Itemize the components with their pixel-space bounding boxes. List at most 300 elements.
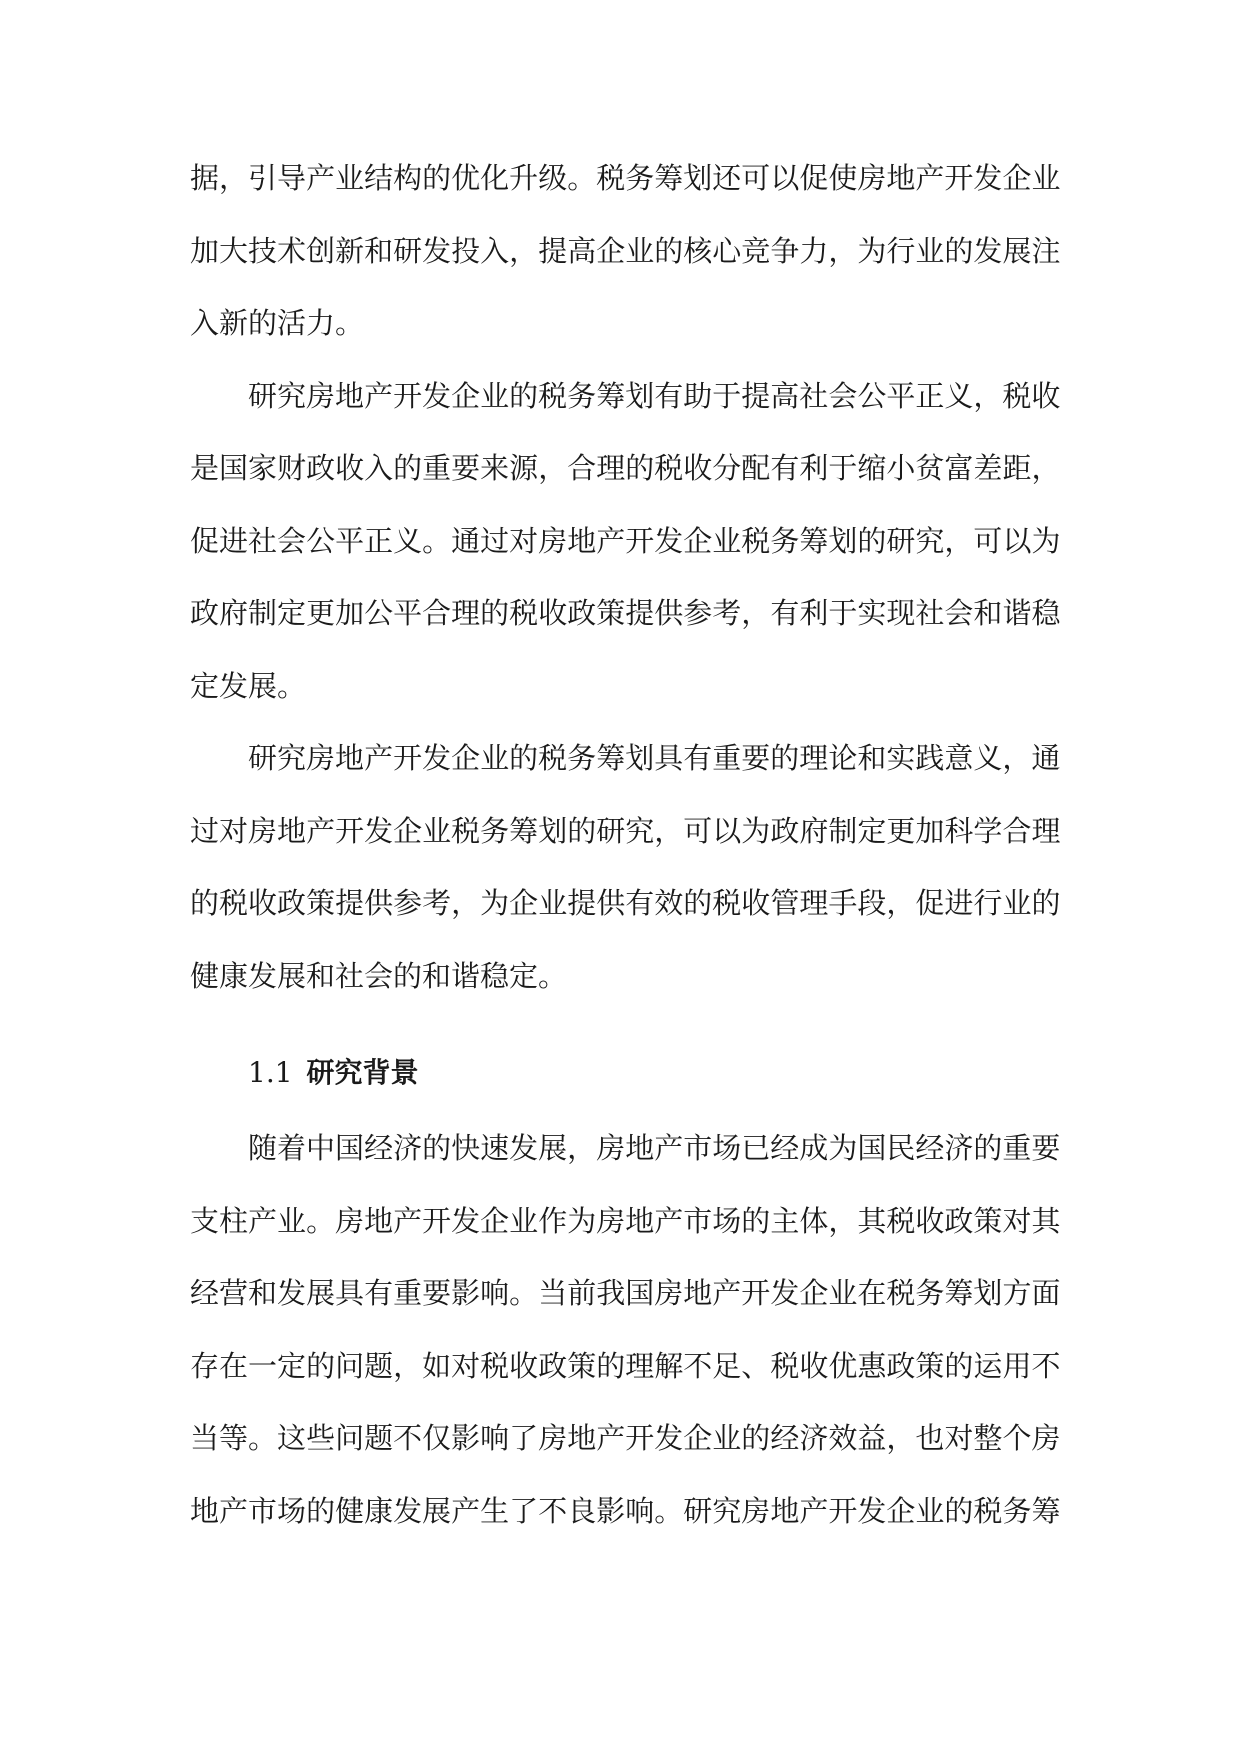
char: 业 [915, 1493, 945, 1528]
char: 务 [567, 741, 597, 775]
char: 提 [567, 886, 597, 920]
char: 在 [219, 1348, 249, 1383]
char: 的 [683, 886, 713, 920]
char: 争 [770, 233, 800, 268]
char: 划 [538, 813, 568, 848]
char: 业 [1002, 886, 1032, 920]
char: 税 [596, 161, 626, 195]
char: 开 [335, 813, 365, 848]
char: 利 [799, 451, 829, 485]
char: 税 [712, 886, 742, 920]
char: 结 [364, 161, 394, 195]
text-line [190, 215, 1061, 288]
char: 存 [190, 1348, 220, 1383]
char: 社 [799, 378, 829, 413]
text-line: 健康发展和社会的和谐稳定。 [190, 958, 568, 993]
char: 为 [828, 1131, 858, 1165]
char: 着 [277, 1131, 307, 1165]
char: 业 [538, 886, 568, 920]
char: 为 [741, 813, 771, 848]
char: 可 [741, 161, 771, 195]
char: 地 [886, 161, 916, 195]
char: 谐 [1002, 596, 1032, 630]
char: 重 [422, 451, 452, 485]
char: 府 [799, 813, 829, 848]
char: 产 [596, 523, 626, 558]
char: 方 [1002, 1276, 1032, 1310]
char: 的 [596, 1348, 626, 1383]
char: 发 [451, 1203, 481, 1238]
char: 使 [828, 161, 858, 195]
char: 过 [190, 813, 220, 848]
char: 展 [1002, 233, 1032, 268]
char: ， [219, 161, 249, 195]
char: 为 [857, 233, 887, 268]
char: 提 [741, 378, 771, 413]
char: 研 [393, 233, 423, 268]
char: 当 [190, 1421, 220, 1455]
char: 要 [451, 451, 481, 485]
char: 究 [915, 523, 945, 558]
char: 定 [277, 1348, 307, 1383]
char: 。 [306, 1203, 336, 1238]
char: 房 [741, 1493, 771, 1528]
char: 的 [509, 378, 539, 413]
text-line: 定发展。 [190, 668, 307, 703]
char: 化 [480, 161, 510, 195]
char: 筹 [799, 523, 829, 558]
char: 理 [799, 741, 829, 775]
char: 定 [277, 596, 307, 630]
char: 的 [625, 451, 655, 485]
char: 税 [770, 1348, 800, 1383]
char: 业 [480, 378, 510, 413]
char: 产 [654, 1203, 684, 1238]
char: 业 [915, 233, 945, 268]
text-line [190, 1330, 1061, 1403]
char: 会 [944, 596, 974, 630]
char: 要 [1031, 1131, 1061, 1165]
char: 企 [393, 813, 423, 848]
char: 研 [683, 1493, 713, 1528]
char: 是 [190, 451, 220, 485]
char: 的 [422, 161, 452, 195]
char: 过 [480, 523, 510, 558]
char: 对 [509, 523, 539, 558]
char: 究 [712, 1493, 742, 1528]
char: 企 [451, 378, 481, 413]
char: 入 [480, 233, 510, 268]
char: 合 [422, 596, 452, 630]
char: 响 [480, 1276, 510, 1310]
char: 市 [683, 1203, 713, 1238]
text-line [190, 1185, 1061, 1258]
char: 的 [422, 1131, 452, 1165]
char: 开 [944, 161, 974, 195]
char: 策 [306, 886, 336, 920]
char: 务 [567, 378, 597, 413]
char: 收 [683, 451, 713, 485]
char: 发 [422, 378, 452, 413]
char: 考 [712, 596, 742, 630]
char: 参 [683, 596, 713, 630]
char: 业 [712, 1421, 742, 1455]
char: 筹 [654, 161, 684, 195]
char: 优 [828, 1348, 858, 1383]
char: 税 [538, 378, 568, 413]
char: 筹 [944, 1276, 974, 1310]
char: 义 [973, 741, 1003, 775]
char: 究 [625, 813, 655, 848]
char: 影 [451, 1276, 481, 1310]
char: 的 [190, 886, 220, 920]
char: 税 [451, 813, 481, 848]
char: 的 [509, 741, 539, 775]
char: 公 [364, 596, 394, 630]
char: 产 [248, 1203, 278, 1238]
char: 开 [625, 523, 655, 558]
char: 地 [683, 1276, 713, 1310]
char: 进 [219, 523, 249, 558]
char: 家 [248, 451, 278, 485]
char: 收 [915, 1203, 945, 1238]
char: 房 [1031, 1421, 1061, 1455]
char: 税 [654, 451, 684, 485]
char: 理 [625, 1348, 655, 1383]
char: 公 [306, 523, 336, 558]
char: 康 [364, 1493, 394, 1528]
text-line [190, 795, 1061, 868]
char: 重 [712, 741, 742, 775]
char: 我 [596, 1276, 626, 1310]
char: 和 [857, 741, 887, 775]
char: 作 [538, 1203, 568, 1238]
char: ， [567, 1131, 597, 1165]
char: 税 [538, 741, 568, 775]
char: 税 [886, 1276, 916, 1310]
char: 于 [712, 378, 742, 413]
char: 提 [538, 233, 568, 268]
char: 划 [683, 161, 713, 195]
char: 不 [1031, 1348, 1061, 1383]
char: 主 [770, 1203, 800, 1238]
char: 仅 [422, 1421, 452, 1455]
char: 导 [277, 161, 307, 195]
char: 个 [1002, 1421, 1032, 1455]
text-line [190, 867, 1061, 940]
char: ， [944, 523, 974, 558]
char: 距 [1002, 451, 1032, 485]
char: 市 [683, 1131, 713, 1165]
char: 发 [509, 1131, 539, 1165]
char: 政 [886, 1348, 916, 1383]
char: 面 [1031, 1276, 1061, 1310]
char: 发 [277, 1276, 307, 1310]
char: 究 [277, 378, 307, 413]
char: 开 [393, 741, 423, 775]
char: 重 [393, 1276, 423, 1310]
text-line [190, 505, 1061, 578]
char: ， [1031, 451, 1061, 485]
char: 开 [828, 1493, 858, 1528]
char: 题 [364, 1421, 394, 1455]
char: 开 [393, 378, 423, 413]
char: 效 [828, 1421, 858, 1455]
char: 经 [190, 1276, 220, 1310]
char: 地 [625, 1131, 655, 1165]
char: 产 [596, 1421, 626, 1455]
char: 务 [625, 161, 655, 195]
char: 制 [248, 596, 278, 630]
char: 场 [712, 1203, 742, 1238]
char: 良 [567, 1493, 597, 1528]
char: 企 [799, 1276, 829, 1310]
char: 房 [306, 741, 336, 775]
char: 差 [973, 451, 1003, 485]
char: 业 [480, 741, 510, 775]
char: 企 [451, 741, 481, 775]
text-line [190, 360, 1061, 433]
char: 业 [509, 1203, 539, 1238]
char: 通 [1031, 741, 1061, 775]
char: 效 [654, 886, 684, 920]
paragraph-3 [190, 722, 1061, 1012]
char: 如 [422, 1348, 452, 1383]
char: 收 [1031, 378, 1061, 413]
char: 税 [1002, 378, 1032, 413]
char: 房 [654, 1276, 684, 1310]
char: 收 [538, 596, 568, 630]
char: 济 [393, 1131, 423, 1165]
char: 稳 [1031, 596, 1061, 630]
char: ， [828, 1203, 858, 1238]
char: 房 [596, 1203, 626, 1238]
char: 提 [625, 596, 655, 630]
char: 其 [857, 1203, 887, 1238]
char: 制 [828, 813, 858, 848]
char: 的 [741, 1421, 771, 1455]
char: 的 [306, 1348, 336, 1383]
char: 发 [973, 233, 1003, 268]
char: 于 [828, 451, 858, 485]
char: 企 [596, 233, 626, 268]
char: 展 [422, 1493, 452, 1528]
char: 税 [886, 1203, 916, 1238]
char: 影 [451, 1421, 481, 1455]
char: 解 [654, 1348, 684, 1383]
char: 收 [741, 886, 771, 920]
char: 促 [799, 161, 829, 195]
char: 定 [857, 813, 887, 848]
char: 经 [770, 1131, 800, 1165]
char: 不 [393, 1421, 423, 1455]
char: 技 [248, 233, 278, 268]
char: 税 [480, 1348, 510, 1383]
char: 业 [712, 523, 742, 558]
char: 生 [480, 1493, 510, 1528]
char: 经 [770, 1421, 800, 1455]
char: 收 [799, 1348, 829, 1383]
char: 以 [1002, 523, 1032, 558]
char: 务 [915, 1276, 945, 1310]
char: 行 [886, 233, 916, 268]
char: 支 [190, 1203, 220, 1238]
char: 筹 [509, 813, 539, 848]
char: 更 [886, 813, 916, 848]
char: 快 [451, 1131, 481, 1165]
char: 场 [712, 1131, 742, 1165]
char: 产 [364, 378, 394, 413]
char: 管 [770, 886, 800, 920]
char: 分 [712, 451, 742, 485]
char: 具 [654, 741, 684, 775]
char: 地 [567, 523, 597, 558]
char: 前 [567, 1276, 597, 1310]
char: 府 [219, 596, 249, 630]
char: 政 [770, 813, 800, 848]
text-line [190, 1112, 1061, 1185]
char: 为 [1031, 523, 1061, 558]
char: 利 [799, 596, 829, 630]
char: 等 [219, 1421, 249, 1455]
char: 足 [712, 1348, 742, 1383]
char: 策 [596, 596, 626, 630]
char: 社 [915, 596, 945, 630]
char: 引 [248, 161, 278, 195]
char: 问 [335, 1421, 365, 1455]
char: 房 [306, 378, 336, 413]
char: 产 [364, 741, 394, 775]
char: 配 [741, 451, 771, 485]
paragraph-1 [190, 142, 1061, 360]
char: 通 [451, 523, 481, 558]
char: 发 [973, 161, 1003, 195]
char: 场 [277, 1493, 307, 1528]
char: 房 [857, 161, 887, 195]
char: 重 [1002, 1131, 1032, 1165]
char: 收 [335, 451, 365, 485]
text-line: 入新的活力。 [190, 306, 365, 340]
text-line [190, 1475, 1061, 1548]
char: 理 [451, 596, 481, 630]
char: 地 [335, 741, 365, 775]
char: 业 [828, 1276, 858, 1310]
char: 有 [654, 378, 684, 413]
char: 务 [770, 523, 800, 558]
char: 段 [857, 886, 887, 920]
char: 了 [509, 1421, 539, 1455]
char: 现 [886, 596, 916, 630]
char: 于 [828, 596, 858, 630]
char: 问 [335, 1348, 365, 1383]
char: 究 [277, 741, 307, 775]
char: 高 [567, 233, 597, 268]
char: 要 [422, 1276, 452, 1310]
char: 企 [683, 523, 713, 558]
char: 地 [567, 1421, 597, 1455]
char: 贫 [915, 451, 945, 485]
char: 平 [393, 596, 423, 630]
char: 地 [770, 1493, 800, 1528]
char: 研 [248, 741, 278, 775]
char: 影 [596, 1493, 626, 1528]
char: 务 [1002, 1493, 1032, 1528]
char: 企 [480, 1203, 510, 1238]
char: 提 [335, 886, 365, 920]
char: 要 [741, 741, 771, 775]
char: 房 [596, 1131, 626, 1165]
char: 的 [567, 813, 597, 848]
char: 地 [277, 813, 307, 848]
char: 地 [190, 1493, 220, 1528]
char: 企 [886, 1493, 916, 1528]
char: 的 [857, 523, 887, 558]
char: 划 [973, 1276, 1003, 1310]
char: 房 [538, 1421, 568, 1455]
char: 加 [335, 596, 365, 630]
section-title: 研究背景 [306, 1056, 419, 1089]
char: 的 [944, 1348, 974, 1383]
char: 划 [828, 523, 858, 558]
char: 策 [973, 1203, 1003, 1238]
char: 级 [538, 161, 568, 195]
char: 对 [1002, 1203, 1032, 1238]
char: 构 [393, 161, 423, 195]
char: 升 [509, 161, 539, 195]
char: 注 [1031, 233, 1061, 268]
text-line [190, 142, 1061, 215]
char: 为 [567, 1203, 597, 1238]
section-paragraph [190, 1112, 1061, 1547]
char: 的 [654, 233, 684, 268]
char: 济 [944, 1131, 974, 1165]
char: 研 [886, 523, 916, 558]
char: 产 [306, 813, 336, 848]
char: 供 [654, 596, 684, 630]
char: 发 [393, 1493, 423, 1528]
char: 国 [625, 1276, 655, 1310]
char: 税 [973, 1493, 1003, 1528]
char: 缩 [857, 451, 887, 485]
char: 政 [538, 1348, 568, 1383]
char: 地 [364, 1203, 394, 1238]
char: 加 [915, 813, 945, 848]
char: 创 [306, 233, 336, 268]
char: 实 [857, 596, 887, 630]
char: 业 [277, 1203, 307, 1238]
char: 大 [219, 233, 249, 268]
char: 发 [654, 1421, 684, 1455]
char: 可 [973, 523, 1003, 558]
char: 合 [567, 451, 597, 485]
char: 义 [393, 523, 423, 558]
char: 优 [451, 161, 481, 195]
char: 业 [625, 233, 655, 268]
char: 。 [422, 523, 452, 558]
text-line [190, 722, 1061, 795]
text-line [190, 577, 1061, 650]
char: 经 [915, 1131, 945, 1165]
char: 入 [364, 451, 394, 485]
char: 考 [422, 886, 452, 920]
char: 论 [828, 741, 858, 775]
char: 研 [248, 378, 278, 413]
char: 正 [364, 523, 394, 558]
char: ， [509, 233, 539, 268]
char: 划 [625, 378, 655, 413]
char: 竞 [741, 233, 771, 268]
char: 实 [886, 741, 916, 775]
